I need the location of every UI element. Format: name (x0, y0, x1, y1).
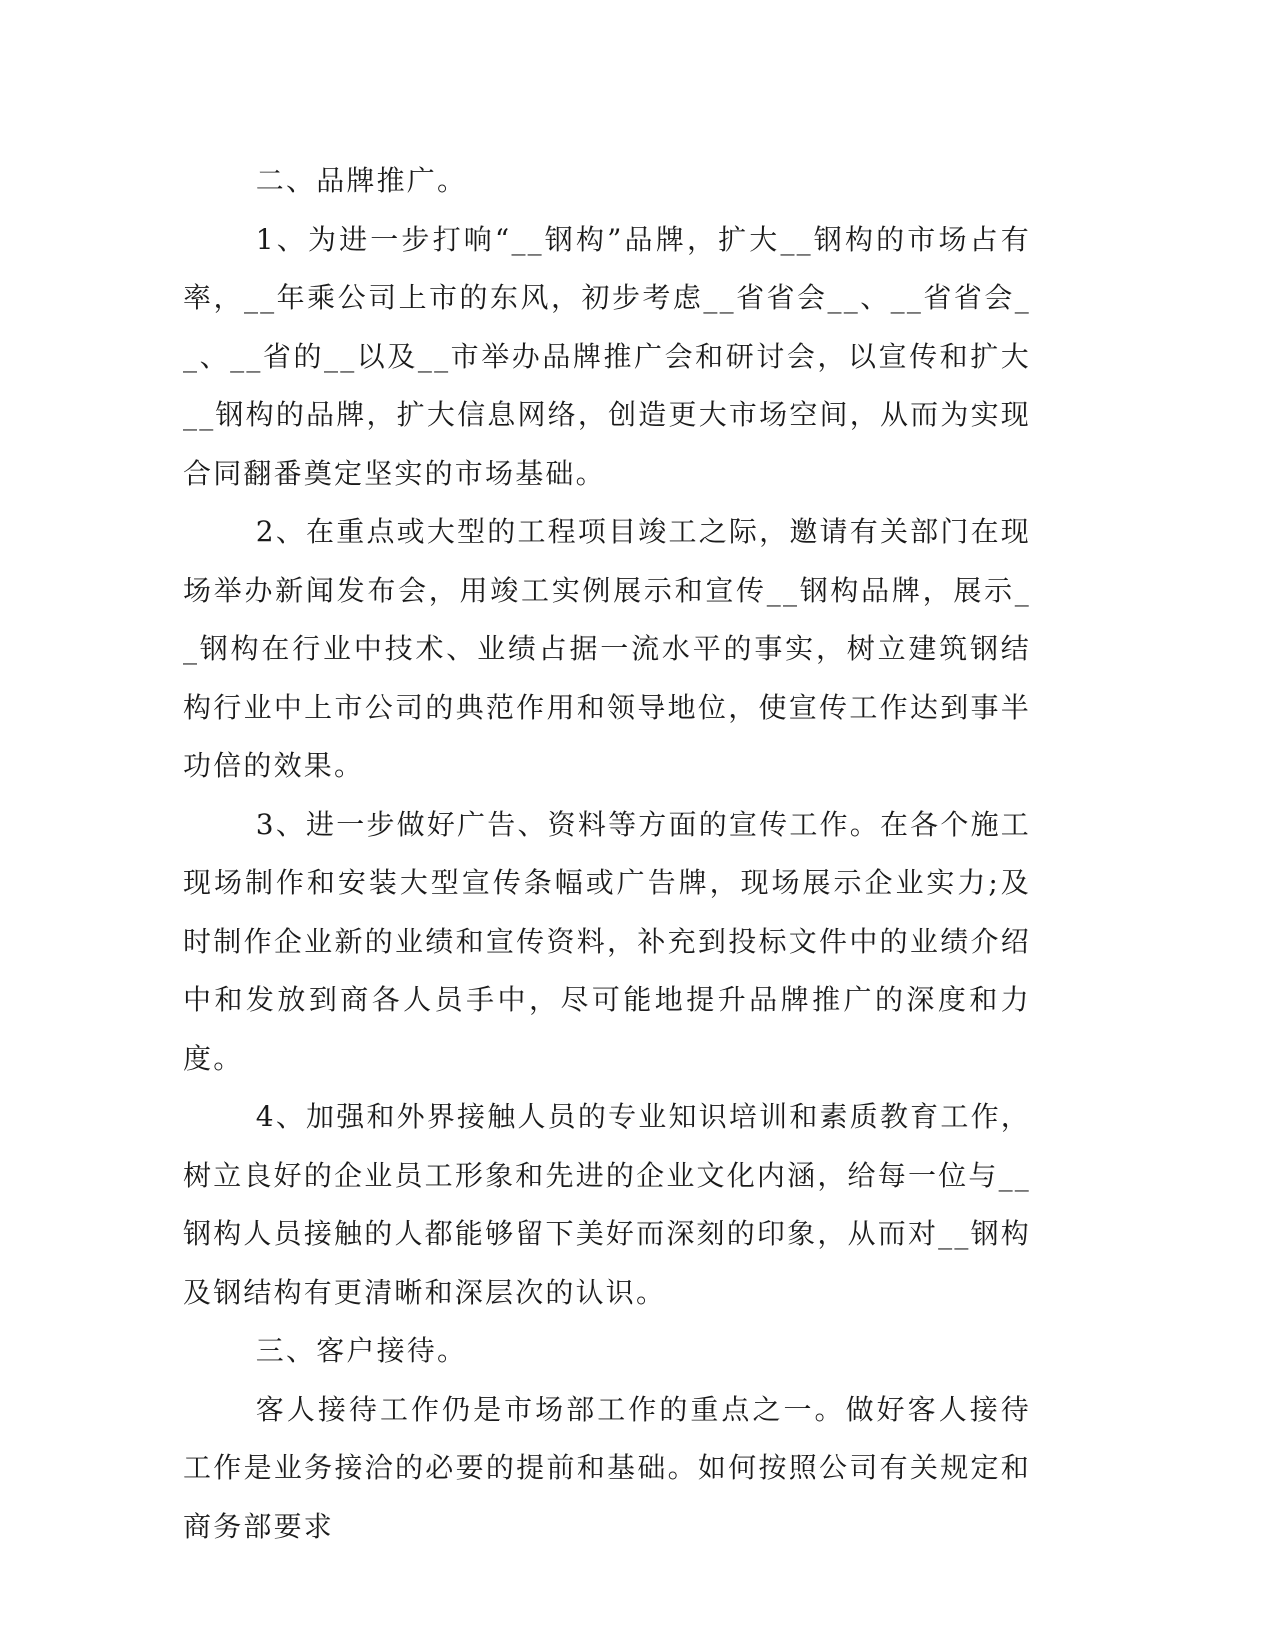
document-body (183, 152, 1031, 1556)
paragraph-item-3: 3、进一步做好广告、资料等方面的宣传工作。在各个施工现场制作和安装大型宣传条幅或广告牌，现场展示企业实力;及时制作企业新的业绩和宣传资料，补充到投标文件中的业绩介绍中和发放到商各人员手中，尽可能地提升品牌推广的深度和力度。 (183, 807, 1031, 1075)
section-heading-customer-reception: 三、客户接待。 (255, 1334, 468, 1367)
paragraph-item-4: 4、加强和外界接触人员的专业知识培训和素质教育工作，树立良好的企业员工形象和先进的企业文化内涵，给每一位与__钢构人员接触的人都能够留下美好而深刻的印象，从而对__钢构及钢结构有更清晰和深层次的认识。 (183, 1100, 1031, 1309)
paragraph-reception-intro: 客人接待工作仍是市场部工作的重点之一。做好客人接待工作是业务接洽的必要的提前和基础。如何按照公司有关规定和商务部要求 (183, 1392, 1031, 1543)
paragraph-item-1: 1、为进一步打响“__钢构”品牌，扩大__钢构的市场占有率，__年乘公司上市的东风，初步考虑__省省会__、__省省会__、__省的__以及__市举办品牌推广会和研讨会，以宣传和扩大__钢构的品牌，扩大信息网络，创造更大市场空间，从而为实现合同翻番奠定坚实的市场基础。 (183, 222, 1031, 490)
section-heading-brand-promotion: 二、品牌推广。 (255, 164, 468, 197)
paragraph-item-2: 2、在重点或大型的工程项目竣工之际，邀请有关部门在现场举办新闻发布会，用竣工实例展示和宣传__钢构品牌，展示__钢构在行业中技术、业绩占据一流水平的事实，树立建筑钢结构行业中上市公司的典范作用和领导地位，使宣传工作达到事半功倍的效果。 (183, 515, 1031, 782)
